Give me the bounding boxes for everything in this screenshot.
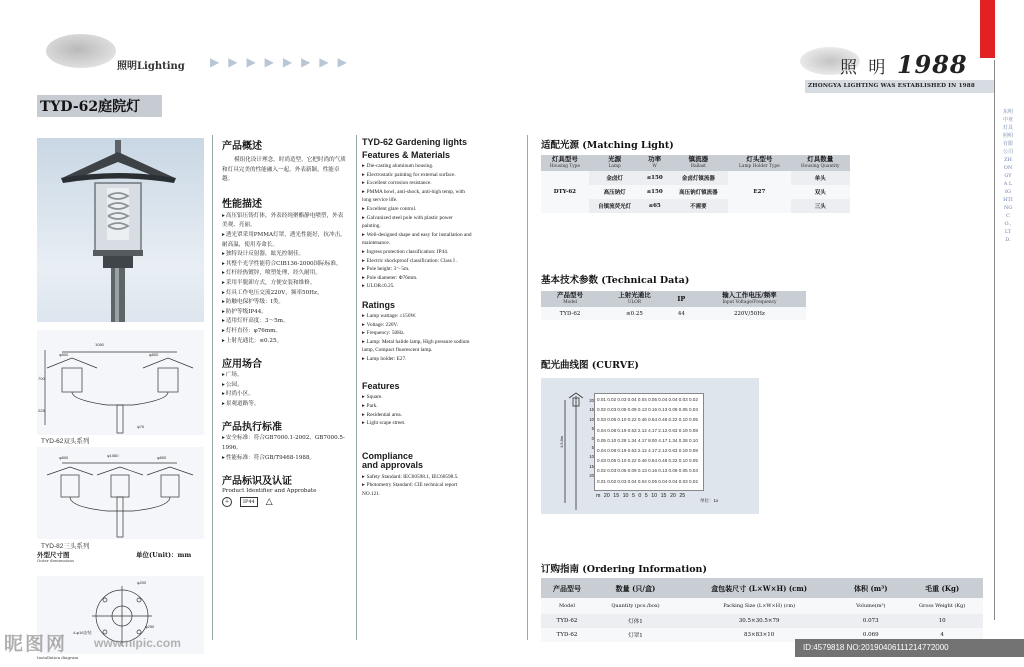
curve-axis-label: 1:5.8m [559, 435, 564, 448]
established-text: ZHONGYA LIGHTING WAS ESTABLISHED IN 1988 [808, 83, 975, 89]
lamp-cell: 高压钠灯 [589, 185, 641, 199]
list-item: ▸ 高压铝压铸灯体，外表经纯聚酯静电喷塑，外表美观、亮丽。 [222, 212, 347, 231]
list-item: ▸ Frequency: 50Hz. [362, 329, 472, 338]
svg-text:φ800: φ800 [157, 455, 167, 460]
table-cell: 10 [901, 614, 983, 628]
header-zh: 镇流器 [688, 155, 709, 163]
application-heading: 应用场合 [222, 359, 262, 371]
table-header-cell [641, 155, 669, 171]
table-cell: 44 [670, 307, 693, 320]
header-en: Model [563, 300, 577, 305]
y-tick-label: 5 [591, 426, 594, 432]
performance-heading: 性能描述 [222, 198, 262, 210]
ordering-body [541, 598, 983, 642]
certification-marks [222, 497, 347, 507]
table-row [541, 171, 850, 185]
list-item: ▸ 景观道路等。 [222, 400, 347, 410]
ip44-mark-icon: IP44 [240, 497, 258, 507]
matching-light-body [541, 171, 850, 213]
list-item: ▸ 透光罩采用PMMA灯罩，透光性能好，抗冲击，耐高温，使用寿命长。 [222, 231, 347, 250]
subheader-cell: Gross Weight (Kg) [901, 598, 983, 614]
svg-text:φ200: φ200 [137, 580, 147, 585]
compliance-heading-2: and approvals [362, 459, 424, 470]
triple-head-drawing [37, 447, 204, 539]
mark-heading: 产品标识及认证 [222, 476, 292, 488]
list-item: ▸ 灯杆经热镀锌，喷塑处理，经久耐用。 [222, 269, 347, 279]
list-item: ▸ 独特设计反射器，眩光控制佳。 [222, 250, 347, 260]
lamp-cell: 自镇流荧光灯 [589, 199, 641, 213]
ratings-heading: Ratings [362, 299, 396, 310]
list-item: ▸ 防护等级IP44。 [222, 308, 347, 318]
header-en: ULOR [627, 300, 642, 305]
table-cell: 灯体1 [593, 614, 678, 628]
svg-text:φ800: φ800 [149, 352, 159, 357]
watermark-logo: 昵图网 [4, 634, 68, 655]
header-en: Input Voltage/Frequency [722, 300, 777, 305]
list-item: ▸ 公园。 [222, 381, 347, 391]
subheader-cell: Model [541, 598, 593, 614]
column-divider-3 [527, 135, 528, 640]
table-header-cell [541, 155, 589, 171]
list-item: ▸ Lamp wattage: ≤150W. [362, 312, 472, 321]
watt-cell: ≤65 [641, 199, 669, 213]
table-header-cell [599, 291, 670, 307]
application-list [222, 371, 347, 409]
triple-head-lamp-icon [37, 447, 204, 539]
table-header-cell [541, 291, 599, 307]
table-cell: 83×83×10 [678, 628, 840, 642]
standard-list [222, 434, 347, 463]
right-edge-divider [994, 60, 995, 620]
header-zh: 上射光通比 [618, 291, 651, 299]
installation-label: Installation diagram [37, 655, 79, 660]
curve-x-ticks: m 20 15 10 5 0 5 10 15 20 25 [596, 493, 686, 499]
header-zh: 灯头型号 [746, 155, 773, 163]
en-column [362, 137, 472, 499]
tech-data-table [541, 291, 806, 320]
zh-column [222, 137, 347, 507]
header-zh: IP [677, 294, 686, 303]
garden-lamp-icon [37, 138, 204, 322]
overview-heading: 产品概述 [222, 141, 262, 152]
list-item: ▸ 性能标准：符合GB/T9468-1988。 [222, 454, 347, 464]
svg-text:φ1080: φ1080 [107, 453, 119, 458]
list-item: ▸ Photometry Standard: CIE technical report NO.121. [362, 481, 472, 498]
list-item: ▸ Light scape street. [362, 419, 472, 428]
dimensions-title-en: Outer demensions [37, 558, 75, 563]
brand-right-title [840, 50, 968, 79]
overview-text: 模组化设计理念，时尚造型。它把时尚的气质和灯具完美的性能融入一起。外表新颖，性能卓越。 [222, 157, 346, 183]
list-item: ▸ Electric shockproof classification: Class I . [362, 257, 472, 266]
lamp-cell: 金卤灯 [589, 171, 641, 185]
table-header-cell [670, 291, 693, 307]
list-item: ▸ Die-casting aluminum housing. [362, 162, 472, 171]
table-header-cell [791, 155, 850, 171]
watermark-id: ID:4579818 NO:20190406111214772000 [803, 643, 949, 652]
header-en: Housing Quantity [801, 164, 840, 169]
table-header-cell: 盒包装尺寸 (L×W×H) (cm) [678, 578, 840, 598]
ground-mark-icon: ⏚ [223, 498, 230, 506]
matching-light-table [541, 155, 850, 213]
ordering-heading: 订购指南 (Ordering Information) [541, 564, 707, 575]
holder-cell: E27 [728, 171, 790, 213]
ballast-cell: 不需要 [669, 199, 728, 213]
grid-row: 0.04 0.08 0.19 0.63 2.12 4.17 2.12 0.63 0.19 0.08 [597, 427, 698, 433]
table-header-cell [669, 155, 728, 171]
list-item: ▸ Square. [362, 393, 472, 402]
list-item: ▸ Pole height: 3～5m. [362, 265, 472, 274]
subheader-cell: Volume(m³) [840, 598, 901, 614]
features2-heading: Features [362, 381, 400, 392]
curve-scale-label: 单位：1x [700, 498, 719, 503]
table-row [541, 307, 806, 320]
table-header-cell [693, 291, 806, 307]
watt-cell: ≤150 [641, 185, 669, 199]
list-item: ▸ 其整个光学性能符合CIB136-2000国际标准。 [222, 260, 347, 270]
matching-light-header-row [541, 155, 850, 171]
list-item: ▸ Lamp holder: E27. [362, 355, 472, 364]
grid-row: 0.03 0.05 0.10 0.22 0.46 0.64 0.46 0.22 0.10 0.05 [597, 417, 698, 423]
grid-row: 0.01 0.02 0.03 0.04 0.04 0.05 0.04 0.04 0.03 0.02 [597, 397, 698, 402]
vertical-company-name: 东明中亚灯具照明有限公司 ZHONGYA LIGHTING CO.,LTD. [1003, 109, 1014, 243]
grid-row: 0.05 0.10 0.28 1.34 4.17 8.00 4.17 1.34 0.28 0.10 [597, 437, 698, 443]
standard-heading: 产品执行标准 [222, 422, 282, 434]
list-item: ▸ 采用半脱卸方式，方便安装和维修。 [222, 279, 347, 289]
table-header-cell: 毛重 (Kg) [901, 578, 983, 598]
list-item: ▸ ULOR≤0.25. [362, 282, 472, 291]
red-accent-strip [980, 0, 995, 58]
qty-cell: 单头 [791, 171, 850, 185]
table-header-cell: 数量 (只/盒) [593, 578, 678, 598]
column-divider-2 [356, 135, 357, 640]
table-row [541, 614, 983, 628]
grid-row: 0.02 0.03 0.05 0.09 0.13 0.16 0.13 0.09 0.05 0.03 [597, 407, 698, 413]
table-cell: ≤0.25 [599, 307, 670, 320]
header-en: Housing Type [549, 164, 580, 169]
list-item: ▸ 灯具工作电压交流220V，频率50Hz。 [222, 289, 347, 299]
watermark-url: www.nipic.com [94, 636, 181, 650]
table-cell: 灯罩1 [593, 628, 678, 642]
list-item: ▸ Galvanized steel pole with plastic power painting. [362, 214, 472, 231]
list-item: ▸ Well-designed shape and easy for installation and maintenance. [362, 231, 472, 248]
list-item: ▸ 安全标准：符合GB7000.1-2002、GB7000.5-1996。 [222, 434, 347, 453]
header-en: W [652, 164, 657, 169]
list-item: ▸ 灯杆直径：φ76mm。 [222, 327, 347, 337]
curve-y-ticks [588, 396, 594, 481]
compliance-heading-1: Compliance [362, 450, 414, 461]
list-item: ▸ Ingress protection classification: IP44. [362, 248, 472, 257]
ordering-header-row [541, 578, 983, 598]
header-zh: 输入工作电压/频率 [722, 291, 777, 299]
svg-text:φ76: φ76 [137, 424, 145, 429]
svg-text:4-φ16安装: 4-φ16安装 [73, 630, 92, 635]
qty-cell: 三头 [791, 199, 850, 213]
list-item: ▸ 广场。 [222, 371, 347, 381]
header-zh: 灯具数量 [807, 155, 834, 163]
table-header-cell: 产品型号 [541, 578, 593, 598]
dimensions-unit: 单位(Unit)：mm [136, 551, 192, 559]
brand-right-cn: 照 明 [840, 58, 889, 78]
list-item: ▸ Residential area. [362, 411, 472, 420]
illuminance-grid [594, 393, 704, 491]
header-zh: 产品型号 [557, 291, 584, 299]
grid-row: 0.04 0.08 0.19 0.63 2.12 4.17 2.12 0.63 0.19 0.08 [597, 448, 698, 453]
svg-text:700: 700 [38, 376, 45, 381]
table-cell: 30.5×30.5×79 [678, 614, 840, 628]
table-cell: TYD-62 [541, 628, 593, 642]
header-en: Ballast [690, 164, 706, 169]
double-head-lamp-icon [37, 330, 204, 435]
triple-head-label: TYD-82三头系列 [41, 543, 90, 550]
tech-data-heading: 基本技术参数 (Technical Data) [541, 275, 690, 286]
table-subheader-row [541, 598, 983, 614]
ratings-list [362, 312, 472, 364]
mark-text-en: Product Identifier and Approbate [222, 488, 317, 495]
header-en: Lamp Holder Type [739, 164, 780, 169]
table-cell: TYD-62 [541, 614, 593, 628]
page-title: TYD-62庭院灯 [40, 99, 141, 115]
y-tick-label: 5 [591, 445, 594, 451]
header-zh: 功率 [648, 155, 662, 163]
svg-text:φ800: φ800 [59, 455, 69, 460]
y-tick-label: 15 [589, 407, 594, 413]
header-zh: 灯具型号 [551, 155, 578, 163]
svg-text:φ250: φ250 [145, 624, 155, 629]
grid-row: 0.02 0.03 0.05 0.09 0.13 0.16 0.13 0.09 0.05 0.03 [597, 468, 698, 474]
features-list [362, 162, 472, 291]
svg-text:1080: 1080 [95, 342, 104, 347]
tech-data-header-row [541, 291, 806, 307]
y-tick-label: 10 [589, 416, 594, 422]
grid-row: 0.03 0.05 0.10 0.22 0.46 0.64 0.46 0.22 0.10 0.05 [597, 458, 698, 464]
ordering-table [541, 578, 983, 642]
table-cell: 220V/50Hz [693, 307, 806, 320]
list-item: ▸ Excellent glare control. [362, 205, 472, 214]
y-tick-label: 20 [589, 473, 594, 479]
y-tick-label: 0 [591, 435, 594, 441]
list-item: ▸ Voltage: 220V. [362, 321, 472, 330]
table-cell: 4 [901, 628, 983, 642]
features2-list [362, 393, 472, 427]
product-photo [37, 138, 204, 322]
table-cell: TYD-62 [541, 307, 599, 320]
brand-logo-blob [46, 34, 116, 68]
curve-heading: 配光曲线图 (CURVE) [541, 360, 639, 371]
model-cell: DTY-62 [541, 171, 589, 213]
list-item: ▸ Pole diameter: Φ76mm. [362, 274, 472, 283]
table-header-cell [589, 155, 641, 171]
ballast-cell: 高压钠灯镇流器 [669, 185, 728, 199]
header-zh: 光源 [608, 155, 622, 163]
list-item: ▸ Lamp: Metal halide lamp, High pressure sodium lamp, Compact fluorescent lamp. [362, 338, 472, 355]
svg-text:225: 225 [38, 408, 45, 413]
table-header-cell [728, 155, 790, 171]
double-head-label: TYD-62双头系列 [41, 438, 90, 445]
table-header-cell: 体积 (m³) [840, 578, 901, 598]
list-item: ▸ 防触电保护等级：I类。 [222, 298, 347, 308]
table-cell: 0.073 [840, 614, 901, 628]
list-item: ▸ 适用灯杆高度：3～5m。 [222, 317, 347, 327]
grid-row: 0.01 0.02 0.03 0.04 0.04 0.05 0.04 0.04 0.03 0.02 [597, 478, 698, 484]
matching-light-heading: 适配光源 (Matching Light) [541, 140, 674, 151]
warning-triangle-icon: △ [265, 496, 273, 507]
dimensions-title: 外型尺寸图 [37, 551, 70, 559]
subheader-cell: Packing Size (L×W×H) (cm) [678, 598, 840, 614]
list-item: ▸ Electrostatic painting for external surface. [362, 171, 472, 180]
list-item: ▸ Excellent corrosion resistance. [362, 179, 472, 188]
decorative-arrows-icon: ▶▶▶▶▶▶▶▶ [210, 55, 356, 69]
list-item: ▸ Park. [362, 402, 472, 411]
y-tick-label: 20 [589, 398, 594, 403]
qty-cell: 双头 [791, 185, 850, 199]
ballast-cell: 金卤灯镇流器 [669, 171, 728, 185]
svg-text:φ800: φ800 [59, 352, 69, 357]
list-item: ▸ 上射光通比：≤0.25。 [222, 337, 347, 347]
compliance-list [362, 473, 472, 499]
compliance-heading [362, 452, 472, 470]
y-tick-label: 15 [589, 463, 594, 469]
double-head-drawing [37, 330, 204, 435]
brand-left-text: 照明Lighting [117, 61, 185, 72]
features-heading: Features & Materials [362, 150, 451, 160]
performance-list [222, 212, 347, 346]
list-item: ▸ 时尚小区。 [222, 390, 347, 400]
watt-cell: ≤150 [641, 171, 669, 185]
brand-right-year: 1988 [896, 50, 968, 79]
list-item: ▸ Safety Standard: IEC60598.1, IEC60598.5. [362, 473, 472, 482]
y-tick-label: 10 [589, 454, 594, 460]
column-divider-1 [212, 135, 213, 640]
table-cell: 0.069 [840, 628, 901, 642]
list-item: ▸ PMMA bowl, anti-shock, anti-high temp, with long service life. [362, 188, 472, 205]
en-title: TYD-62 Gardening lights [362, 137, 468, 147]
header-en: Lamp [608, 164, 621, 169]
subheader-cell: Quantity (pcs./box) [593, 598, 678, 614]
